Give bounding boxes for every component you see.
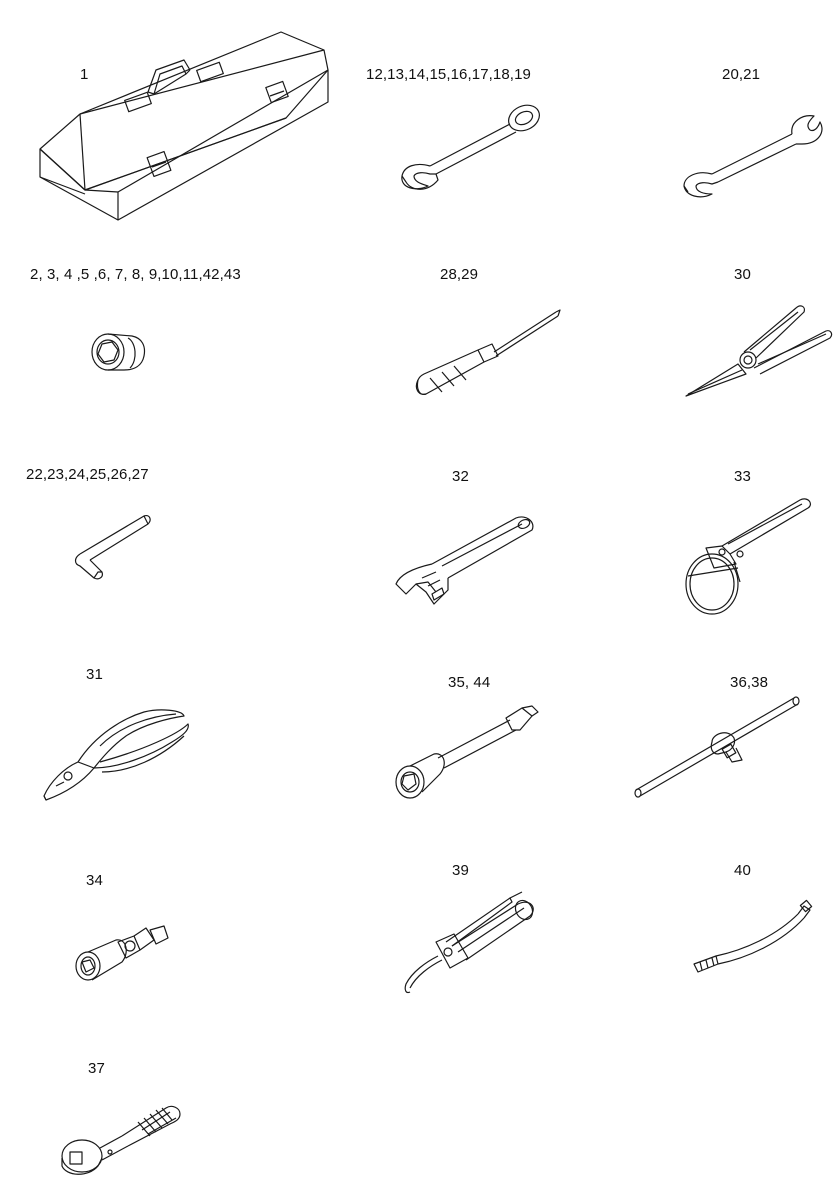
part-label-ratchet: 37 (88, 1060, 105, 1077)
combination-wrench-icon (398, 100, 548, 195)
part-label-flex-hose: 40 (734, 862, 751, 879)
part-label-t-handle: 36,38 (730, 674, 769, 691)
part-label-universal-joint: 34 (86, 872, 103, 889)
part-label-screwdriver: 28,29 (440, 266, 479, 283)
flex-hose-icon (690, 898, 820, 978)
part-label-socket: 2, 3, 4 ,5 ,6, 7, 8, 9,10,11,42,43 (30, 266, 241, 283)
universal-joint-icon (72, 916, 172, 996)
extension-socket-icon (392, 702, 542, 802)
part-label-adjustable-wrench: 32 (452, 468, 469, 485)
cutting-pliers-icon (40, 706, 200, 806)
part-label-ring-wrench: 12,13,14,15,16,17,18,19 (366, 66, 531, 83)
part-label-toolbox: 1 (80, 66, 89, 83)
part-label-extension-socket: 35, 44 (448, 674, 491, 691)
needle-nose-pliers-icon (684, 302, 834, 402)
ratchet-icon (58, 1094, 198, 1184)
grease-gun-icon (398, 890, 538, 1000)
toolbox-icon (38, 22, 338, 227)
t-handle-icon (632, 694, 802, 804)
socket-icon (88, 330, 148, 380)
part-label-open-wrench: 20,21 (722, 66, 761, 83)
open-end-wrench-icon (678, 108, 828, 203)
part-label-grease-gun: 39 (452, 862, 469, 879)
hex-key-icon (72, 512, 162, 582)
part-label-hex-key: 22,23,24,25,26,27 (26, 466, 149, 483)
part-label-needle-pliers: 30 (734, 266, 751, 283)
filter-wrench-icon (684, 492, 824, 622)
part-label-filter-wrench: 33 (734, 468, 751, 485)
adjustable-wrench-icon (392, 512, 542, 607)
part-label-cutting-pliers: 31 (86, 666, 103, 683)
screwdriver-icon (412, 308, 562, 403)
